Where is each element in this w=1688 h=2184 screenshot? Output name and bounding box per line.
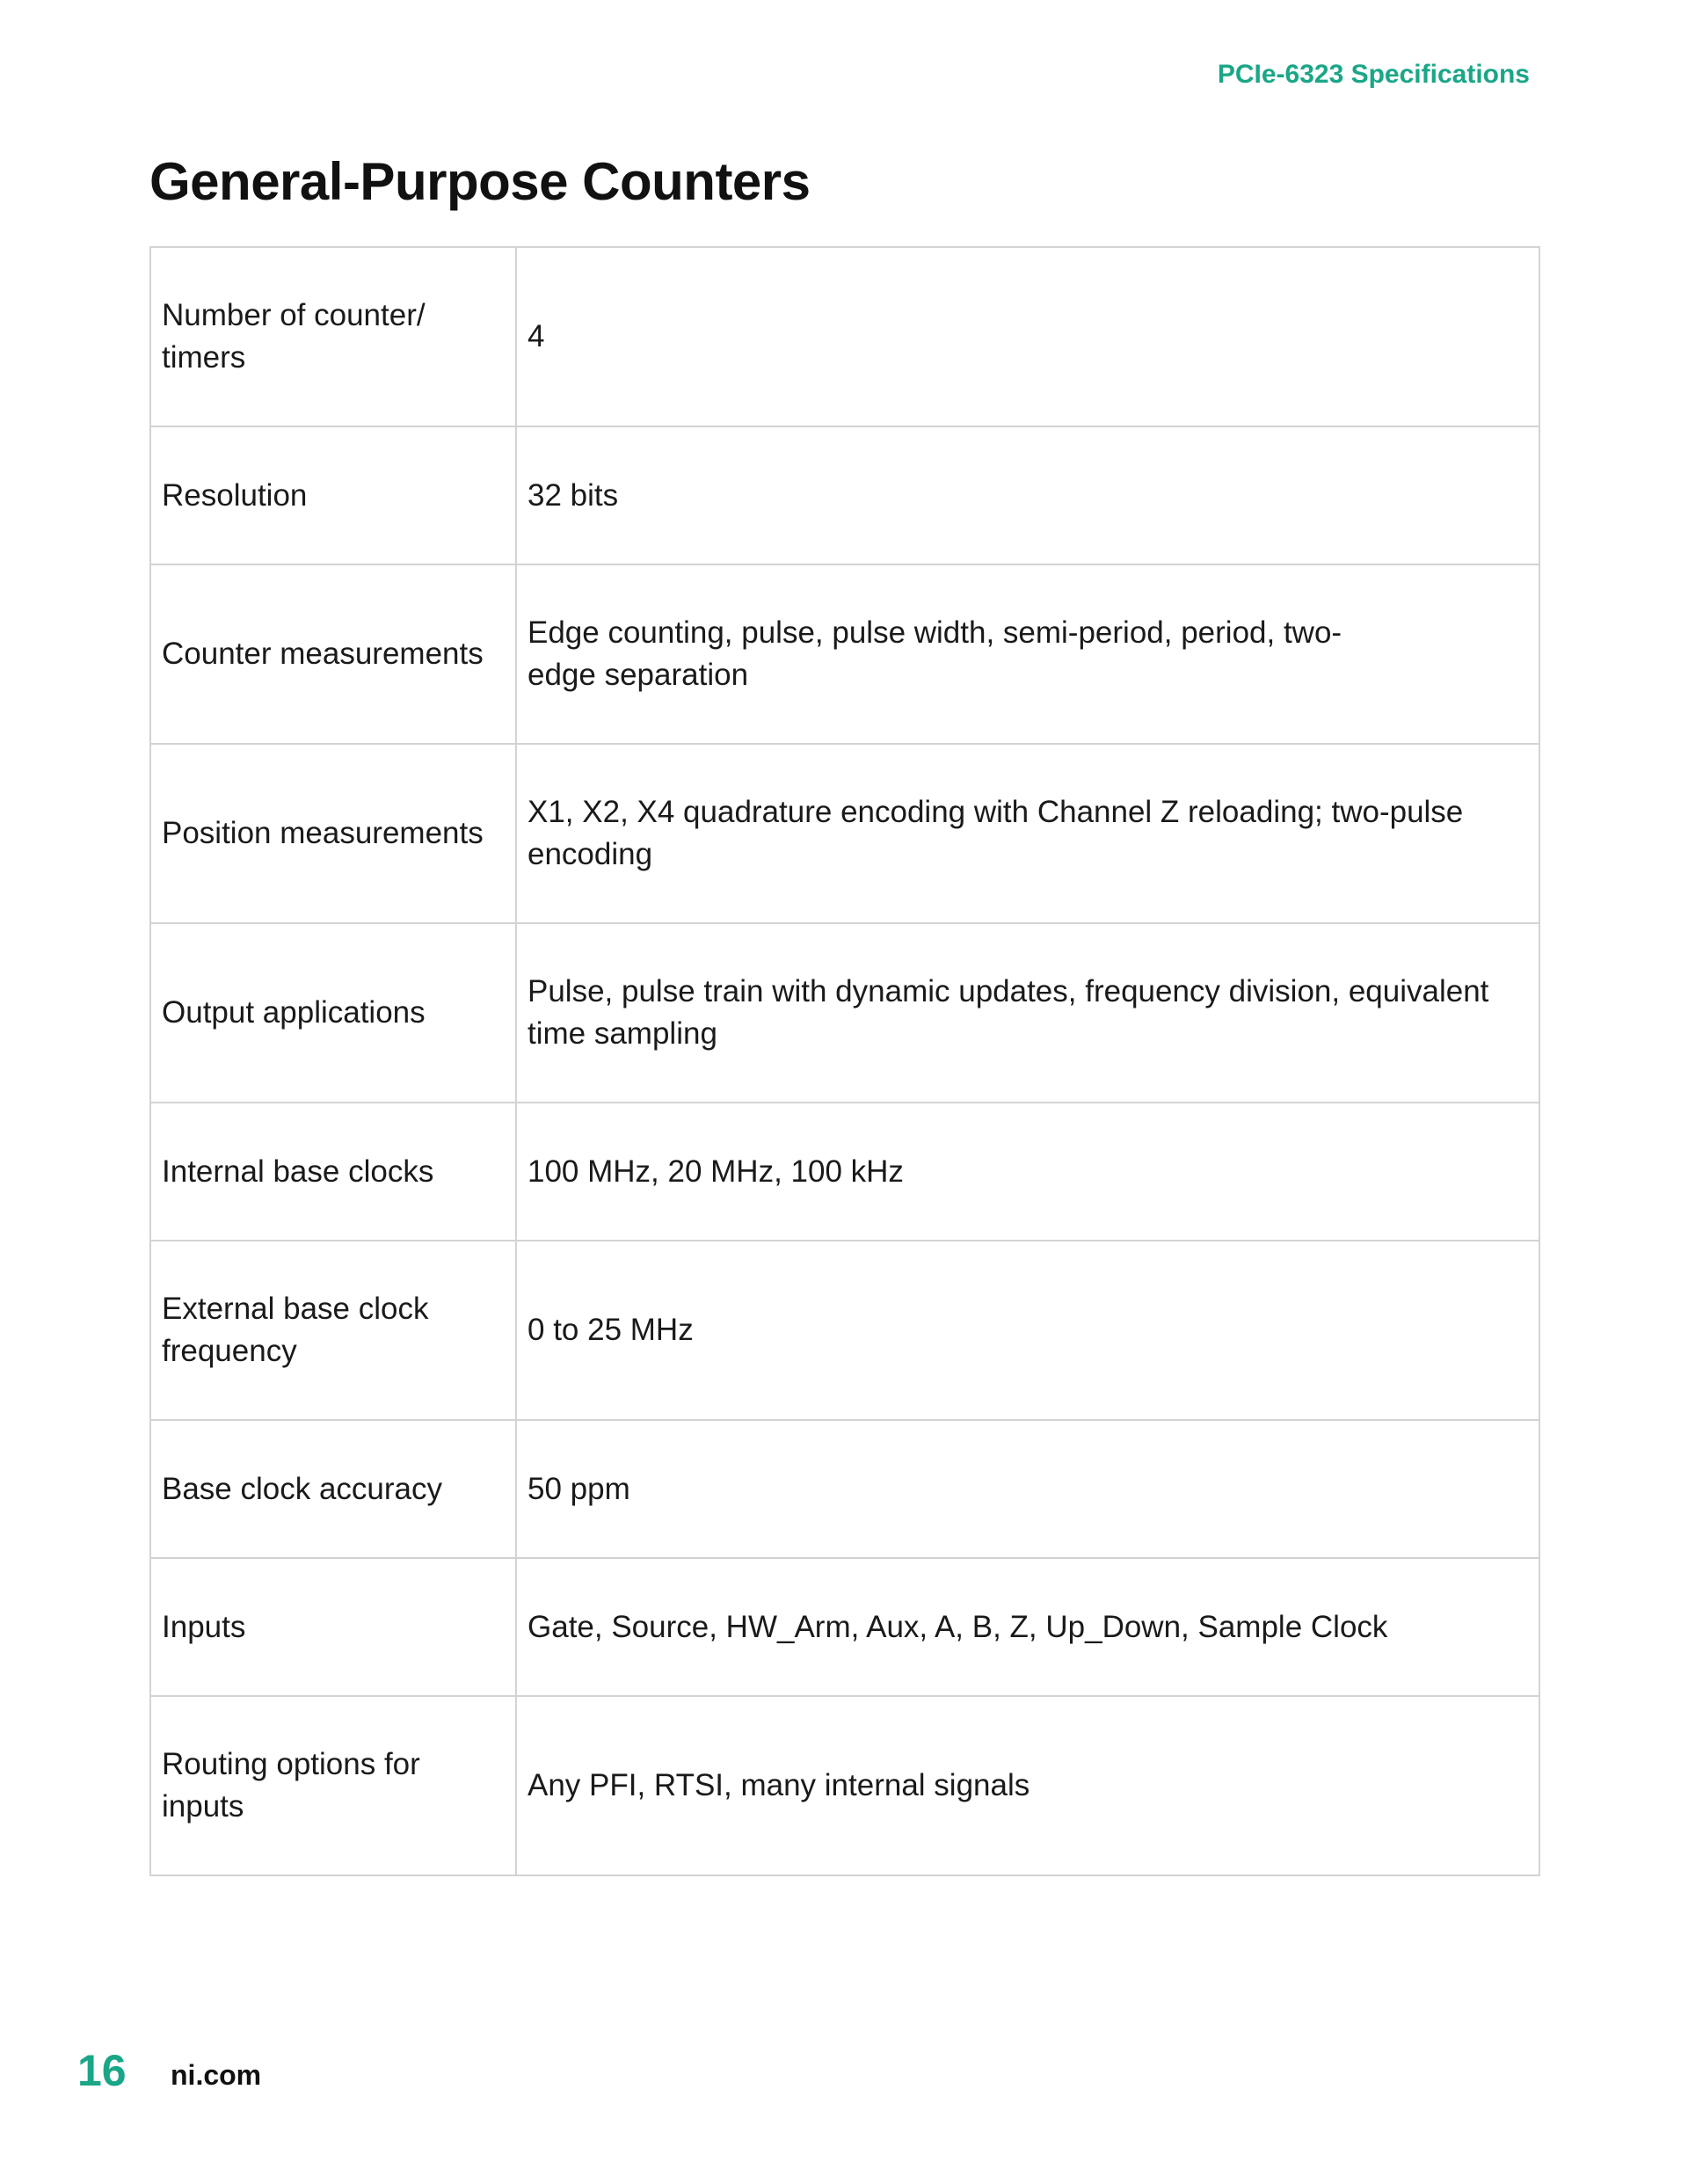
spec-label: Number of counter/ timers	[150, 247, 516, 426]
page-number: 16	[77, 2046, 127, 2095]
spec-value: Any PFI, RTSI, many internal signals	[516, 1696, 1539, 1875]
spec-label: Counter measurements	[150, 564, 516, 744]
table-row	[150, 564, 1539, 744]
spec-value: 32 bits	[516, 426, 1539, 564]
spec-label: External base clock frequency	[150, 1241, 516, 1420]
table-row	[150, 923, 1539, 1103]
spec-label: Routing options for inputs	[150, 1696, 516, 1875]
spec-label: Position measurements	[150, 744, 516, 923]
spec-table	[149, 246, 1540, 1876]
table-row	[150, 1420, 1539, 1558]
spec-label: Output applications	[150, 923, 516, 1103]
spec-label: Inputs	[150, 1558, 516, 1696]
spec-label: Resolution	[150, 426, 516, 564]
running-header: PCIe-6323 Specifications	[1217, 60, 1530, 89]
section-title: General-Purpose Counters	[149, 152, 811, 211]
spec-value: 50 ppm	[516, 1420, 1539, 1558]
table-row	[150, 1696, 1539, 1875]
table-row	[150, 247, 1539, 426]
spec-value: Pulse, pulse train with dynamic updates, frequency division, equivalent time sampling	[516, 923, 1539, 1103]
spec-value: Edge counting, pulse, pulse width, semi-period, period, two-edge separation	[516, 564, 1539, 744]
table-row	[150, 1558, 1539, 1696]
table-row	[150, 1103, 1539, 1241]
spec-value: 4	[516, 247, 1539, 426]
spec-value: 0 to 25 MHz	[516, 1241, 1539, 1420]
footer-site-link[interactable]: ni.com	[171, 2059, 262, 2091]
table-row	[150, 744, 1539, 923]
spec-label: Base clock accuracy	[150, 1420, 516, 1558]
table-row	[150, 1241, 1539, 1420]
table-row	[150, 426, 1539, 564]
spec-value: Gate, Source, HW_Arm, Aux, A, B, Z, Up_Down, Sample Clock	[516, 1558, 1539, 1696]
spec-value: 100 MHz, 20 MHz, 100 kHz	[516, 1103, 1539, 1241]
spec-label: Internal base clocks	[150, 1103, 516, 1241]
spec-value: X1, X2, X4 quadrature encoding with Channel Z reloading; two-pulse encoding	[516, 744, 1539, 923]
